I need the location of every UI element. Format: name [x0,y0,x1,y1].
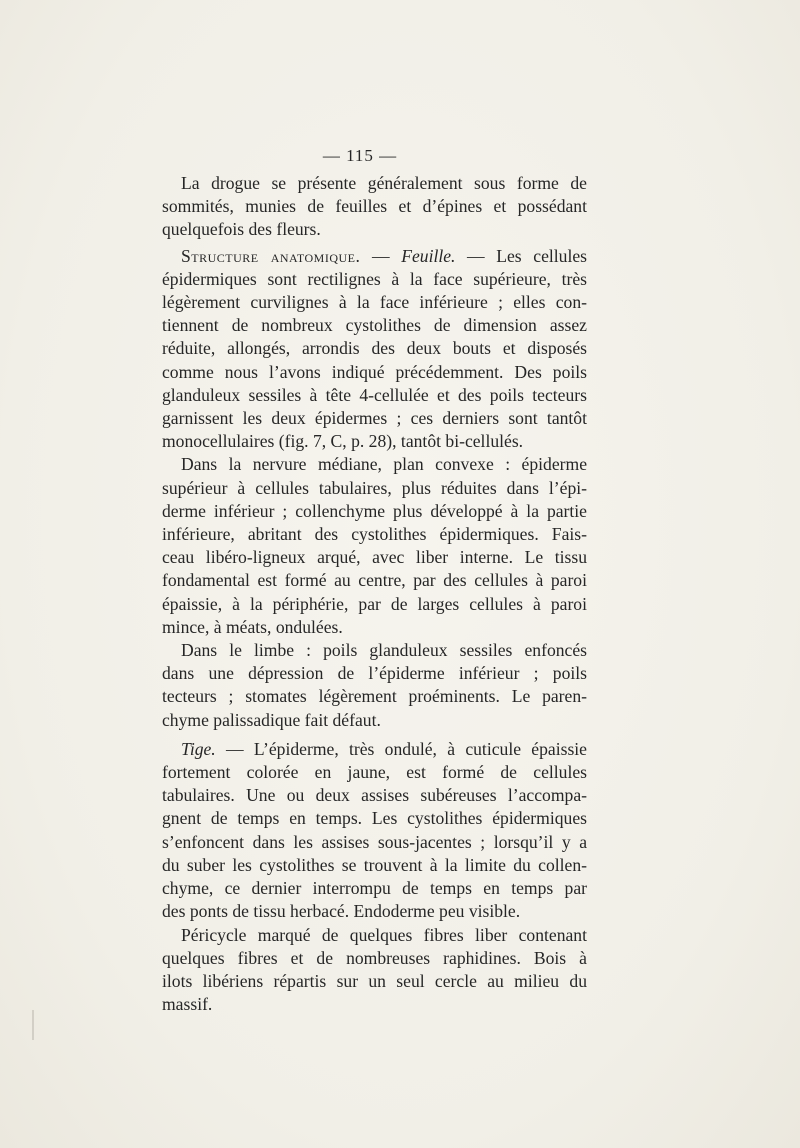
text-line: comme nous l’avons indiqué précédemment. Des poils [162,361,587,382]
text-line: des ponts de tissu herbacé. Endoderme peu visible. [162,901,521,922]
paragraph-limbe [143,639,587,732]
text-line: garnissent les deux épidermes ; ces derniers sont tantôt [162,408,587,429]
text-line: monocellulaires (fig. 7, C, p. 28), tantôt bi-cellulés. [162,431,524,452]
heading-separator: — [360,245,402,266]
text-line: tecteurs ; stomates légèrement proéminents. Le paren- [162,686,587,707]
text-line: chyme, ce dernier interrompu de temps en temps par [162,878,587,899]
paragraph-structure [143,245,587,454]
paragraph-tige [143,738,587,924]
text-line: fortement colorée en jaune, est formé de cellules [162,762,587,783]
text-line: Dans le limbe : poils glanduleux sessiles enfoncés [181,640,587,661]
paragraph-intro [143,172,587,242]
text-line: sommités, munies de feuilles et d’épines et possédant [162,196,587,217]
text-fragment: — Les cellules [455,245,587,266]
text-line: épidermiques sont rectilignes à la face supérieure, très [162,268,587,289]
text-line: glanduleux sessiles à tête 4-cellulée et des poils tecteurs [162,384,587,405]
text-line: Dans la nervure médiane, plan convexe : épiderme [181,454,587,475]
paragraph-nervure [143,453,587,639]
scan-margin-mark [32,1010,34,1040]
text-line: dans une dépression de l’épiderme inférieur ; poils [162,663,587,684]
text-line: massif. [162,994,213,1015]
body-text [143,172,587,1016]
text-line: tiennent de nombreux cystolithes de dimension assez [162,315,587,336]
text-line [143,738,587,761]
text-line: quelquefois des fleurs. [162,219,321,240]
text-line: chyme palissadique fait défaut. [162,709,381,730]
text-line [143,245,587,268]
text-line: mince, à méats, ondulées. [162,616,343,637]
text-fragment: — L’épiderme, très ondulé, à cuticule épaissie [215,738,587,759]
subsection-heading: Tige. [181,738,216,759]
text-line: épaissie, à la périphérie, par de larges cellules à paroi [162,593,587,614]
text-line: ceau libéro-ligneux arqué, avec liber interne. Le tissu [162,547,587,568]
text-line: gnent de temps en temps. Les cystolithes épidermiques [162,808,587,829]
text-line: quelques fibres et de nombreuses raphidines. Bois à [162,947,587,968]
page-number: — 115 — [322,146,398,165]
text-line: La drogue se présente généralement sous forme de [181,173,587,193]
text-line: du suber les cystolithes se trouvent à la limite du collen- [162,854,587,875]
text-line: légèrement curvilignes à la face inférieure ; elles con- [162,292,587,313]
text-line: inférieure, abritant des cystolithes épidermiques. Fais- [162,524,587,545]
paragraph-pericycle [143,924,587,1017]
text-line: Péricycle marqué de quelques fibres liber contenant [181,924,587,945]
text-line: ilots libériens répartis sur un seul cercle au milieu du [162,970,587,991]
text-line: s’enfoncent dans les assises sous-jacentes ; lorsqu’il y a [162,831,587,852]
text-line: fondamental est formé au centre, par des cellules à paroi [162,570,587,591]
text-line: derme inférieur ; collenchyme plus développé à la partie [162,500,587,521]
text-line: réduite, allongés, arrondis des deux bouts et disposés [162,338,587,359]
section-heading: Structure anatomique. [181,245,361,266]
text-line: supérieur à cellules tabulaires, plus réduites dans l’épi- [162,477,587,498]
subsection-heading: Feuille. [401,245,456,266]
text-line: tabulaires. Une ou deux assises subéreuses l’accompa- [162,785,587,806]
